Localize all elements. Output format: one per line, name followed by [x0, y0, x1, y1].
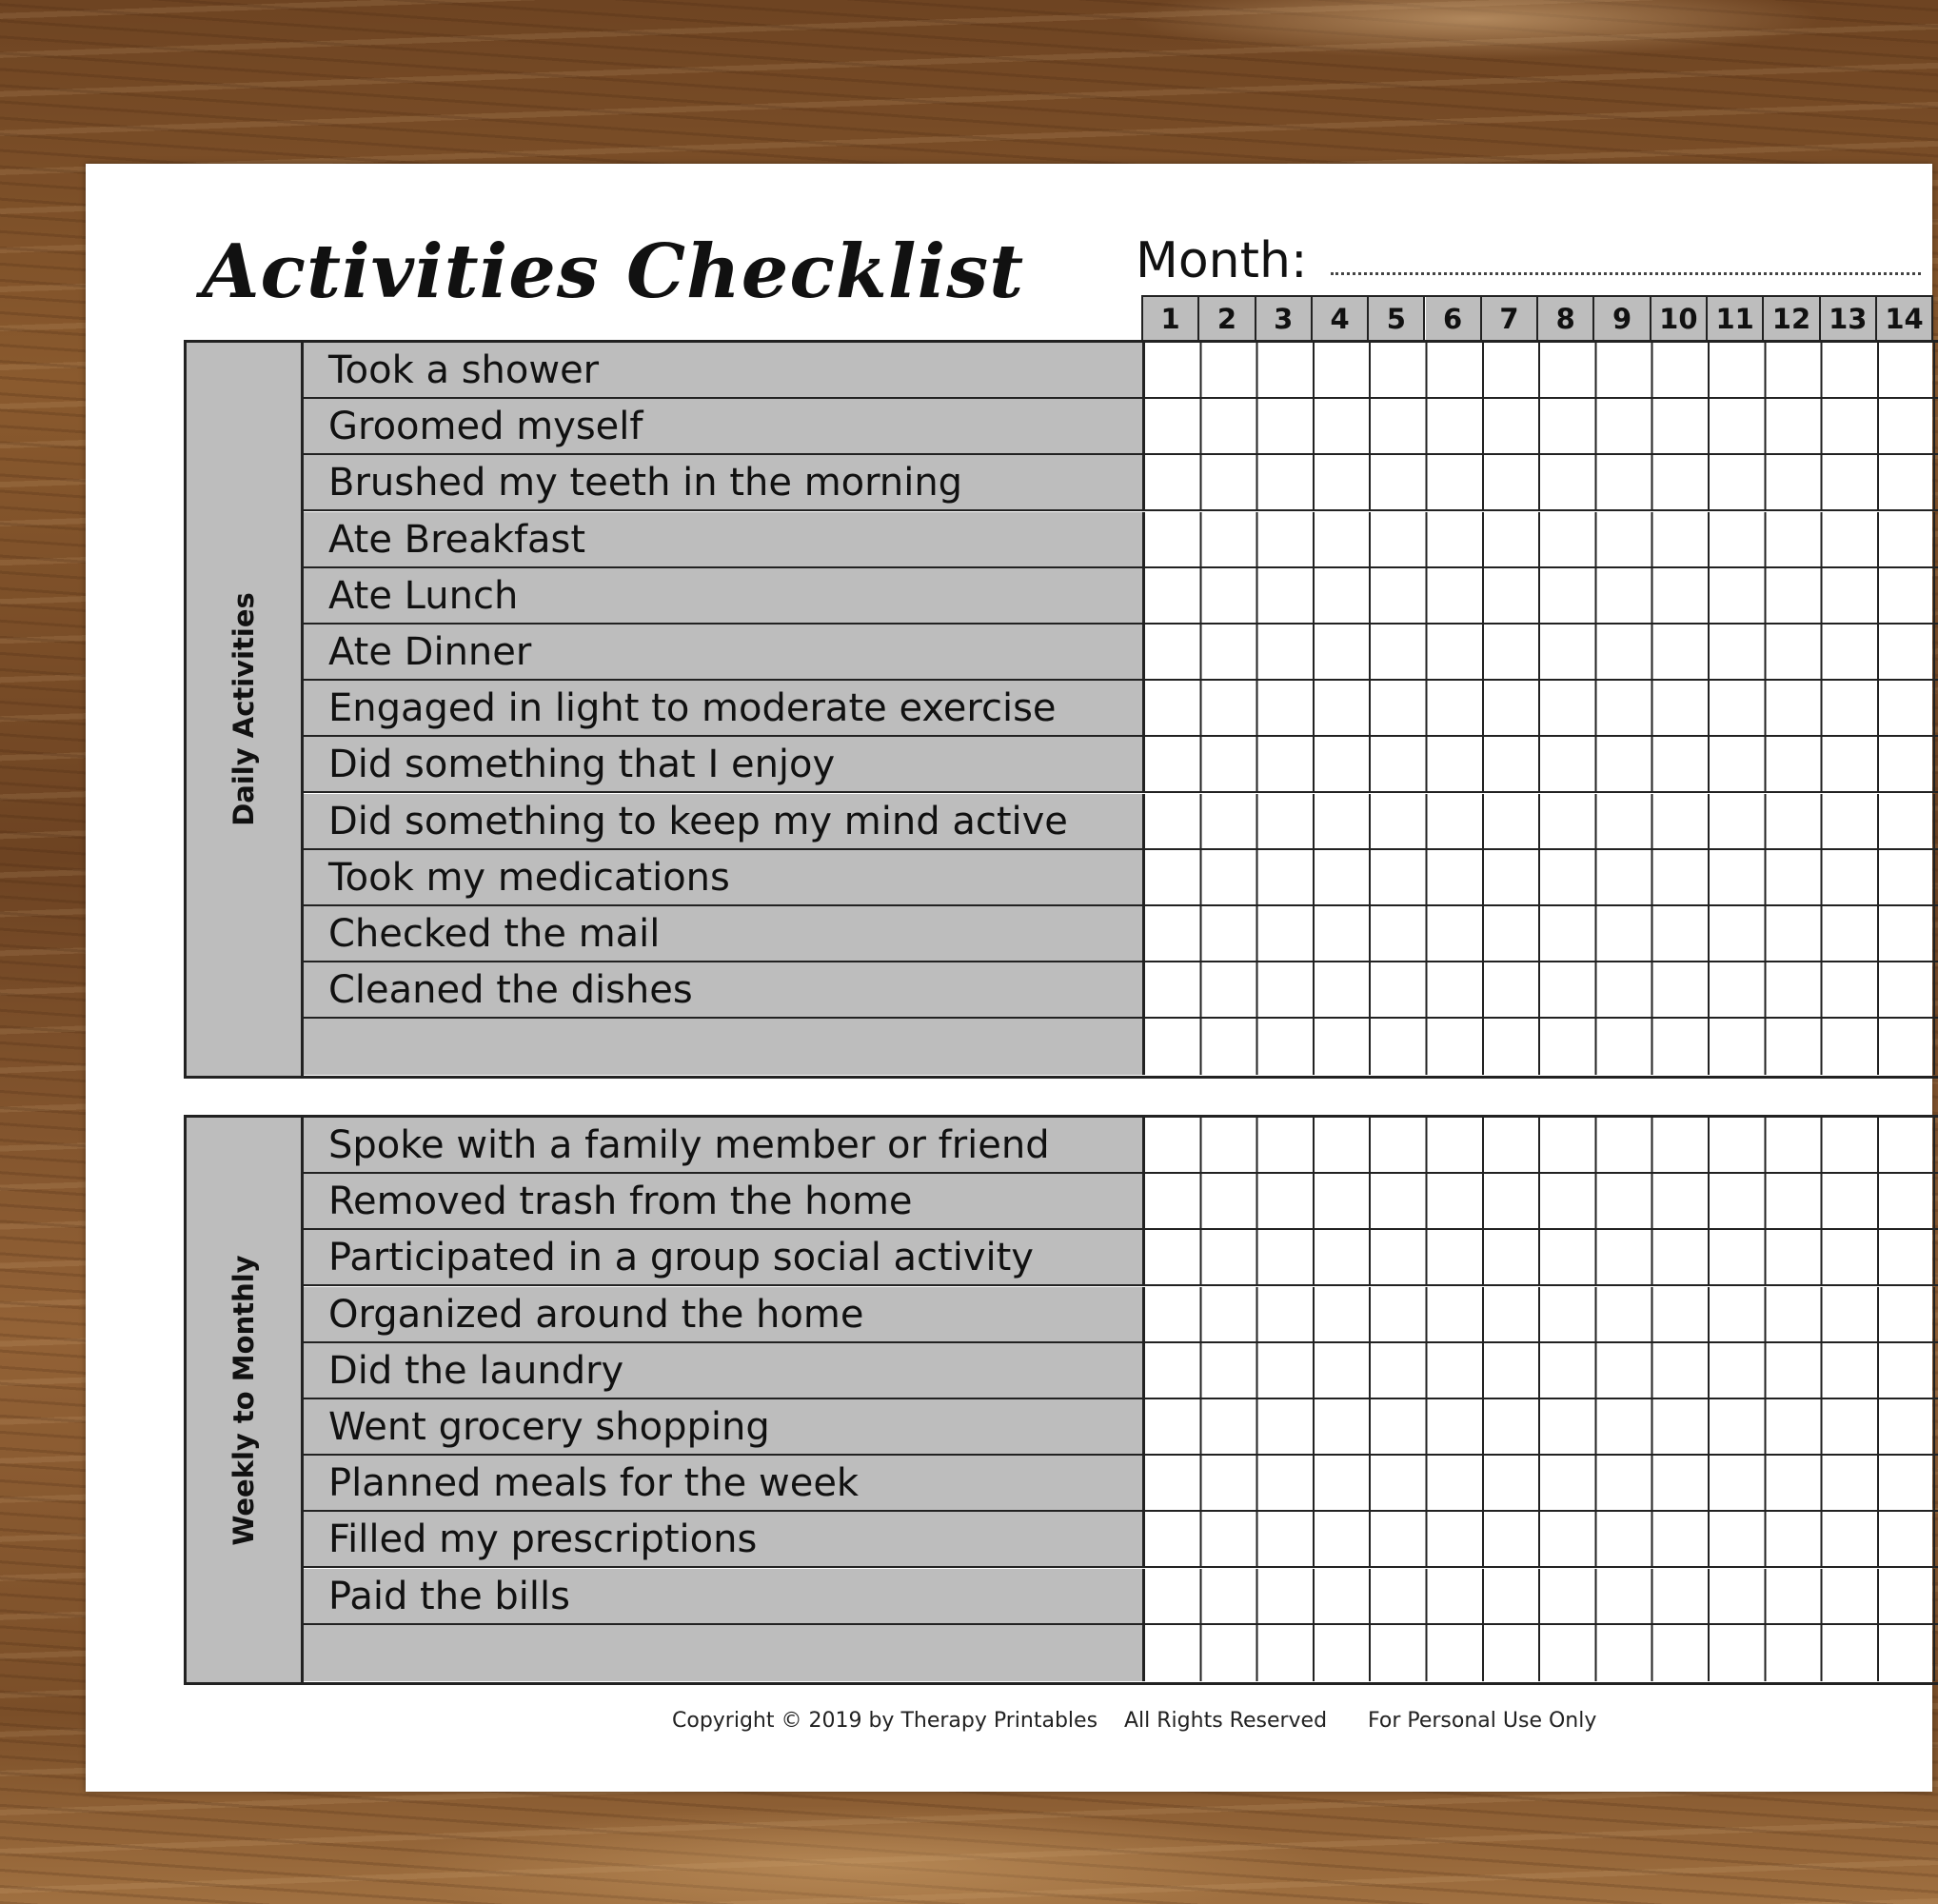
daily-activities-section — [184, 340, 1938, 1079]
day-header-cell: 5 — [1369, 297, 1425, 340]
check-cells[interactable] — [1145, 625, 1938, 681]
weekly-monthly-section — [184, 1115, 1938, 1685]
check-cells[interactable] — [1145, 1019, 1938, 1075]
activity-label: Took my medications — [304, 850, 1145, 906]
activity-label: Groomed myself — [304, 399, 1145, 455]
checklist-row — [304, 1174, 1938, 1230]
day-header-cell: 12 — [1764, 297, 1820, 340]
check-cells[interactable] — [1145, 1343, 1938, 1399]
day-header-cell: 7 — [1482, 297, 1538, 340]
checklist-row — [304, 568, 1938, 625]
day-header-cell: 13 — [1821, 297, 1877, 340]
activity-label: Engaged in light to moderate exercise — [304, 681, 1145, 737]
checklist-row — [304, 1287, 1938, 1343]
checklist-row — [304, 1343, 1938, 1399]
checklist-row — [304, 1569, 1938, 1625]
day-header-row — [1141, 295, 1933, 340]
checklist-row — [304, 1456, 1938, 1512]
rights-text: All Rights Reserved — [1124, 1709, 1328, 1733]
check-cells[interactable] — [1145, 1118, 1938, 1174]
check-cells[interactable] — [1145, 1625, 1938, 1681]
check-cells[interactable] — [1145, 1456, 1938, 1512]
checklist-row — [304, 625, 1938, 681]
check-cells[interactable] — [1145, 1230, 1938, 1286]
month-input-line[interactable] — [1331, 272, 1921, 275]
check-cells[interactable] — [1145, 1569, 1938, 1625]
activity-label: Did something to keep my mind active — [304, 794, 1145, 850]
day-header-cell: 1 — [1143, 297, 1199, 340]
check-cells[interactable] — [1145, 1174, 1938, 1230]
weekly-monthly-sidebar — [187, 1118, 304, 1682]
day-header-cell: 3 — [1256, 297, 1313, 340]
activity-label: Planned meals for the week — [304, 1456, 1145, 1512]
activity-label — [304, 1019, 1145, 1075]
check-cells[interactable] — [1145, 681, 1938, 737]
day-header-cell: 14 — [1877, 297, 1933, 340]
checklist-row — [304, 399, 1938, 455]
activity-label: Ate Dinner — [304, 625, 1145, 681]
activity-label: Spoke with a family member or friend — [304, 1118, 1145, 1174]
checklist-row — [304, 1512, 1938, 1568]
month-label: Month: — [1136, 232, 1308, 289]
check-cells[interactable] — [1145, 512, 1938, 568]
activity-label: Did something that I enjoy — [304, 737, 1145, 793]
day-header-cell: 8 — [1538, 297, 1594, 340]
checklist-row — [304, 681, 1938, 737]
activity-label: Removed trash from the home — [304, 1174, 1145, 1230]
weekly-monthly-label: Weekly to Monthly — [227, 1254, 260, 1546]
activity-label — [304, 1625, 1145, 1681]
check-cells[interactable] — [1145, 343, 1938, 399]
activity-label: Organized around the home — [304, 1287, 1145, 1343]
check-cells[interactable] — [1145, 455, 1938, 511]
activity-label: Filled my prescriptions — [304, 1512, 1145, 1568]
check-cells[interactable] — [1145, 737, 1938, 793]
checklist-row — [304, 1625, 1938, 1681]
check-cells[interactable] — [1145, 794, 1938, 850]
checklist-row — [304, 512, 1938, 568]
daily-activities-sidebar — [187, 343, 304, 1076]
activity-label: Did the laundry — [304, 1343, 1145, 1399]
check-cells[interactable] — [1145, 399, 1938, 455]
copyright-text: Copyright © 2019 by Therapy Printables — [672, 1709, 1098, 1733]
activity-label: Brushed my teeth in the morning — [304, 455, 1145, 511]
checklist-row — [304, 962, 1938, 1019]
day-header-cell: 2 — [1199, 297, 1256, 340]
checklist-row — [304, 455, 1938, 511]
check-cells[interactable] — [1145, 962, 1938, 1019]
activity-label: Participated in a group social activity — [304, 1230, 1145, 1286]
activity-label: Took a shower — [304, 343, 1145, 399]
checklist-row — [304, 1399, 1938, 1456]
checklist-row — [304, 1019, 1938, 1075]
check-cells[interactable] — [1145, 568, 1938, 625]
page-title: Activities Checklist — [202, 228, 1025, 315]
checklist-row — [304, 794, 1938, 850]
check-cells[interactable] — [1145, 850, 1938, 906]
activity-label: Cleaned the dishes — [304, 962, 1145, 1019]
checklist-row — [304, 906, 1938, 962]
activity-label: Ate Lunch — [304, 568, 1145, 625]
check-cells[interactable] — [1145, 1287, 1938, 1343]
checklist-row — [304, 343, 1938, 399]
day-header-cell: 10 — [1651, 297, 1708, 340]
daily-activities-label: Daily Activities — [227, 592, 260, 826]
day-header-cell: 11 — [1708, 297, 1764, 340]
day-header-cell: 4 — [1313, 297, 1369, 340]
day-header-cell: 9 — [1594, 297, 1651, 340]
check-cells[interactable] — [1145, 1399, 1938, 1456]
checklist-row — [304, 1118, 1938, 1174]
check-cells[interactable] — [1145, 906, 1938, 962]
activity-label: Paid the bills — [304, 1569, 1145, 1625]
checklist-row — [304, 737, 1938, 793]
checklist-row — [304, 850, 1938, 906]
checklist-row — [304, 1230, 1938, 1286]
personal-use-text: For Personal Use Only — [1368, 1709, 1597, 1733]
activity-label: Went grocery shopping — [304, 1399, 1145, 1456]
day-header-cell: 6 — [1426, 297, 1482, 340]
activity-label: Ate Breakfast — [304, 512, 1145, 568]
activity-label: Checked the mail — [304, 906, 1145, 962]
check-cells[interactable] — [1145, 1512, 1938, 1568]
